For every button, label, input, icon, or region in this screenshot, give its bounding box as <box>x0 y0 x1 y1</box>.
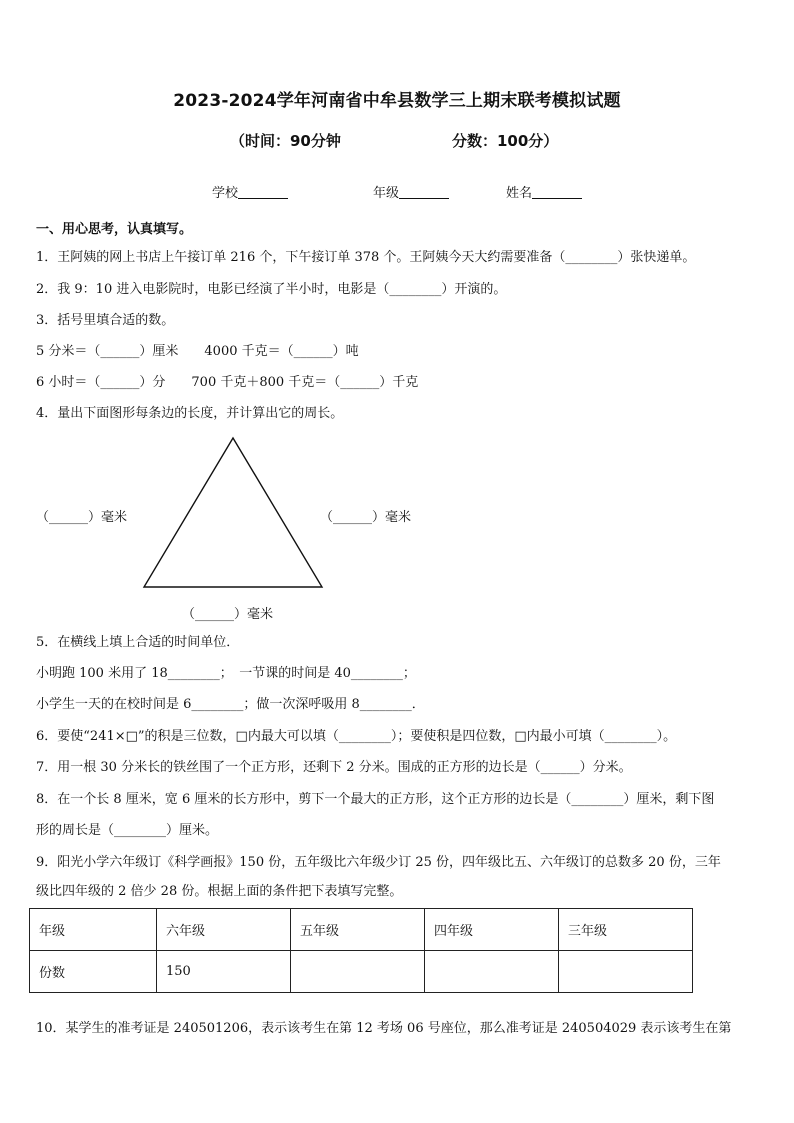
question-8-line2: 形的周长是（________）厘米。 <box>36 823 219 838</box>
table-cell: 四年级 <box>425 909 559 951</box>
grade-table <box>29 908 693 993</box>
section-heading: 一、用心思考，认真填写。 <box>36 222 193 237</box>
question-4: 4．量出下面图形每条边的长度，并计算出它的周长。 <box>36 406 344 421</box>
table-cell: 五年级 <box>291 909 425 951</box>
exam-time: （时间：90分钟 <box>230 132 341 150</box>
table-answer-cell[interactable] <box>291 951 425 993</box>
table-cell: 六年级 <box>157 909 291 951</box>
question-5b: 小学生一天的在校时间是 6________；做一次深呼吸用 8________． <box>36 697 425 712</box>
triangle-bottom-label: （______）毫米 <box>182 607 274 622</box>
table-cell: 150 <box>157 951 291 993</box>
name-field[interactable] <box>506 182 582 201</box>
table-cell: 年级 <box>30 909 157 951</box>
table-answer-cell[interactable] <box>559 951 693 993</box>
grade-field[interactable] <box>373 182 449 201</box>
grade-label: 年级 <box>373 186 400 201</box>
name-blank[interactable] <box>532 186 582 199</box>
question-3: 3．括号里填合适的数。 <box>36 313 175 328</box>
triangle-figure <box>140 435 330 591</box>
exam-score: 分数：100分） <box>452 132 559 150</box>
table-row <box>30 951 693 993</box>
table-cell: 份数 <box>30 951 157 993</box>
table-row <box>30 909 693 951</box>
question-7: 7．用一根 30 分米长的铁丝围了一个正方形，还剩下 2 分米。围成的正方形的边长是（______）分米。 <box>36 760 632 775</box>
question-1: 1．王阿姨的网上书店上午接订单 216 个，下午接订单 378 个。王阿姨今天大约需要准备（________）张快递单。 <box>36 250 696 265</box>
question-3b: 6 小时＝（______）分 700 千克＋800 千克＝（______）千克 <box>36 375 419 390</box>
question-8-line1: 8．在一个长 8 厘米，宽 6 厘米的长方形中，剪下一个最大的正方形，这个正方形的边长是（________）厘米，剩下图 <box>36 792 715 807</box>
question-9-line1: 9．阳光小学六年级订《科学画报》150 份，五年级比六年级少订 25 份，四年级比五、六年级订的总数多 20 份，三年 <box>36 855 721 870</box>
question-9-line2: 级比四年级的 2 倍少 28 份。根据上面的条件把下表填写完整。 <box>36 884 403 899</box>
grade-blank[interactable] <box>399 186 449 199</box>
school-field[interactable] <box>212 182 288 201</box>
school-blank[interactable] <box>238 186 288 199</box>
name-label: 姓名 <box>506 186 533 201</box>
school-label: 学校 <box>212 186 239 201</box>
triangle-right-label: （______）毫米 <box>320 510 412 525</box>
table-cell: 三年级 <box>559 909 693 951</box>
question-2: 2．我 9：10 进入电影院时，电影已经演了半小时，电影是（________）开演的。 <box>36 282 507 297</box>
question-6: 6．要使“241×□”的积是三位数，□内最大可以填（________）；要使积是四位数，□内最小可填（________）。 <box>36 729 677 744</box>
question-5a: 小明跑 100 米用了 18________； 一节课的时间是 40________； <box>36 666 416 681</box>
question-5: 5．在横线上填上合适的时间单位． <box>36 635 240 650</box>
question-10: 10．某学生的准考证是 240501206，表示该考生在第 12 考场 06 号座位，那么准考证是 240504029 表示该考生在第 <box>36 1021 732 1036</box>
question-3a: 5 分米＝（______）厘米 4000 千克＝（______）吨 <box>36 344 359 359</box>
table-answer-cell[interactable] <box>425 951 559 993</box>
page-title: 2023-2024学年河南省中牟县数学三上期末联考模拟试题 <box>173 91 621 111</box>
triangle-left-label: （______）毫米 <box>36 510 128 525</box>
triangle-shape <box>144 438 322 587</box>
